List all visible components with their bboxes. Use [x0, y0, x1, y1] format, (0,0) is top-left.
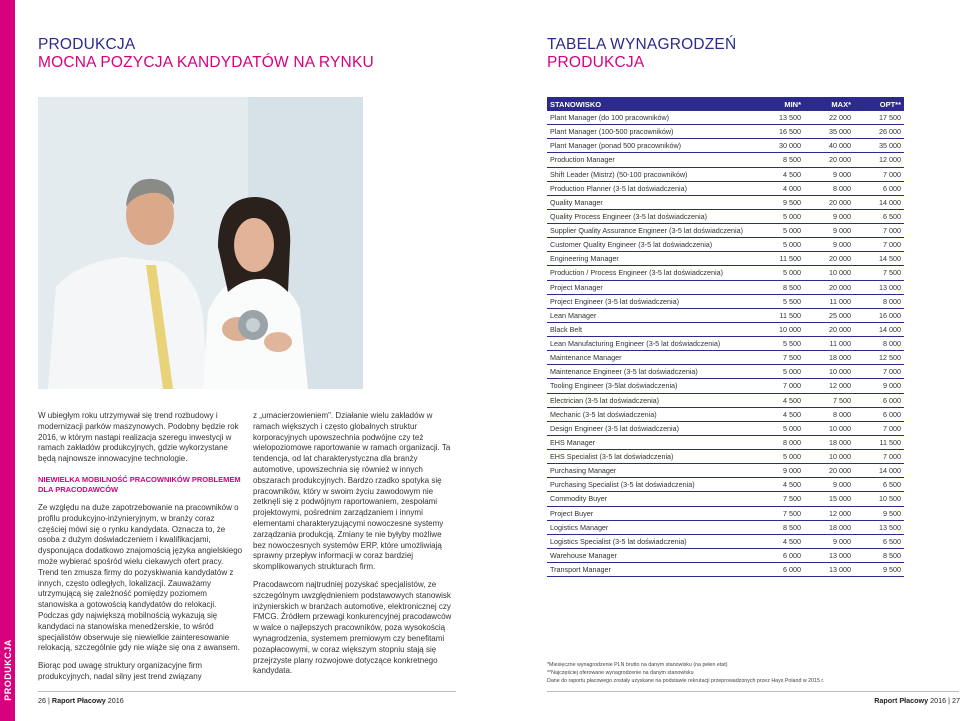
left-page-title: PRODUKCJA MOCNA POZYCJA KANDYDATÓW NA RYNKU: [38, 36, 374, 71]
max-cell: 20 000: [829, 324, 851, 334]
max-cell: 9 000: [833, 240, 851, 250]
opt-cell: 10 500: [879, 494, 901, 504]
right-page-title: TABELA WYNAGRODZEŃ PRODUKCJA: [547, 36, 737, 71]
opt-cell: 8 000: [883, 296, 901, 306]
table-row: [547, 125, 904, 139]
min-cell: 9 500: [783, 197, 801, 207]
table-row: [547, 153, 904, 167]
max-cell: 20 000: [829, 254, 851, 264]
opt-cell: 14 000: [879, 466, 901, 476]
position-cell: Design Engineer (3-5 lat doświadczenia): [550, 423, 680, 433]
position-cell: Commodity Buyer: [550, 494, 608, 504]
min-cell: 4 500: [783, 395, 801, 405]
position-cell: Customer Quality Engineer (3-5 lat doświadczenia): [550, 240, 713, 250]
opt-cell: 6 000: [883, 183, 901, 193]
max-cell: 22 000: [829, 113, 851, 123]
table-row: [547, 182, 904, 196]
opt-cell: 7 000: [883, 169, 901, 179]
max-cell: 10 000: [829, 423, 851, 433]
max-cell: 40 000: [829, 141, 851, 151]
table-row: [547, 196, 904, 210]
max-cell: 18 000: [829, 353, 851, 363]
max-cell: 25 000: [829, 310, 851, 320]
position-cell: Purchasing Specialist (3-5 lat doświadczenia): [550, 480, 695, 490]
position-cell: Maintenance Manager: [550, 353, 622, 363]
min-cell: 4 500: [783, 536, 801, 546]
opt-cell: 7 000: [883, 367, 901, 377]
table-row: [547, 139, 904, 153]
table-row: [547, 450, 904, 464]
min-cell: 4 500: [783, 480, 801, 490]
opt-cell: 11 500: [879, 437, 901, 447]
position-cell: Quality Manager: [550, 197, 603, 207]
min-cell: 4 000: [783, 183, 801, 193]
opt-cell: 7 000: [883, 240, 901, 250]
opt-cell: 14 000: [879, 324, 901, 334]
opt-cell: 12 000: [879, 155, 901, 165]
position-cell: Mechanic (3-5 lat doświadczenia): [550, 409, 657, 419]
max-cell: 10 000: [829, 452, 851, 462]
position-cell: Warehouse Manager: [550, 550, 617, 560]
table-row: [547, 281, 904, 295]
max-cell: 18 000: [829, 522, 851, 532]
table-row: [547, 535, 904, 549]
position-cell: Black Belt: [550, 324, 582, 334]
table-row: [547, 323, 904, 337]
min-cell: 11 500: [779, 254, 801, 264]
opt-cell: 26 000: [879, 127, 901, 137]
position-cell: Maintenance Engineer (3-5 lat doświadczenia): [550, 367, 698, 377]
footer-rule-left: [38, 691, 456, 692]
min-cell: 11 500: [779, 310, 801, 320]
table-row: [547, 238, 904, 252]
max-cell: 13 000: [829, 550, 851, 560]
min-cell: 5 000: [783, 423, 801, 433]
position-cell: Electrician (3-5 lat doświadczenia): [550, 395, 660, 405]
position-cell: Tooling Engineer (3-5lat doświadczenia): [550, 381, 678, 391]
article-paragraph: Ze względu na duże zapotrzebowanie na pracowników o profilu produkcyjno-inżynieryjnym, w branży coraz częściej mówi się o rynku kandydata. Oznacza to, że osoba z dużym doświadczeniem i kwalifikacjami, dysponująca dodatkowo znajomością języka angielskiego może wybierać spośród wielu ciekawych ofert pracy. Trend ten zmusza firmy do pozyskiwania kandydatów z innych, często odległych, lokalizacji. Zauważamy utrzymującą się zależność pomiędzy poziomem stanowiska a gotowością kandydatów do relokacji. Podczas gdy największą mobilnością wykazują się kandydaci na stanowiska menedżerskie, to wśród specjalistów obserwuje się niewielkie zainteresowanie relokacją, szczególnie gdy nie wiąże się ona z awansem.: [38, 502, 243, 653]
table-body: [547, 111, 904, 577]
table-row: [547, 464, 904, 478]
opt-cell: 12 500: [879, 353, 901, 363]
table-row: [547, 252, 904, 266]
max-cell: 9 000: [833, 226, 851, 236]
max-cell: 8 000: [833, 183, 851, 193]
max-cell: 13 000: [829, 565, 851, 575]
opt-cell: 6 000: [883, 395, 901, 405]
max-cell: 20 000: [829, 197, 851, 207]
table-row: [547, 309, 904, 323]
max-cell: 20 000: [829, 282, 851, 292]
table-row: [547, 549, 904, 563]
table-row: [547, 521, 904, 535]
opt-cell: 14 500: [879, 254, 901, 264]
table-row: [547, 563, 904, 577]
footer-rule-right: [547, 691, 959, 692]
position-cell: Shift Leader (Mistrz) (50-100 pracowników): [550, 169, 688, 179]
min-cell: 13 500: [779, 113, 801, 123]
position-cell: Production / Process Engineer (3-5 lat doświadczenia): [550, 268, 723, 278]
article-column-2: [253, 411, 453, 684]
opt-cell: 6 500: [883, 480, 901, 490]
position-cell: Lean Manufacturing Engineer (3-5 lat doświadczenia): [550, 339, 721, 349]
position-cell: EHS Specialist (3-5 lat doświadczenia): [550, 452, 674, 462]
opt-cell: 6 000: [883, 409, 901, 419]
table-row: [547, 365, 904, 379]
min-cell: 30 000: [779, 141, 801, 151]
table-row: [547, 337, 904, 351]
max-cell: 9 000: [833, 169, 851, 179]
max-cell: 10 000: [829, 367, 851, 377]
position-cell: Supplier Quality Assurance Engineer (3-5 lat doświadczenia): [550, 226, 743, 236]
article-column-1: [38, 411, 243, 690]
salary-table: [547, 97, 904, 577]
max-cell: 9 000: [833, 211, 851, 221]
opt-cell: 7 000: [883, 226, 901, 236]
min-cell: 8 500: [783, 155, 801, 165]
table-row: [547, 168, 904, 182]
table-header: STANOWISKO MIN* MAX* OPT**: [547, 97, 904, 111]
min-cell: 5 000: [783, 367, 801, 377]
table-row: [547, 436, 904, 450]
position-cell: EHS Manager: [550, 437, 596, 447]
min-cell: 9 000: [783, 466, 801, 476]
footer-left: 26 | Raport Płacowy 2016: [38, 696, 124, 705]
opt-cell: 13 000: [879, 282, 901, 292]
opt-cell: 7 500: [883, 268, 901, 278]
min-cell: 7 000: [783, 381, 801, 391]
max-cell: 35 000: [829, 127, 851, 137]
scientists-photo: [38, 97, 363, 389]
position-cell: Purchasing Manager: [550, 466, 617, 476]
min-cell: 4 500: [783, 409, 801, 419]
max-cell: 8 000: [833, 409, 851, 419]
min-cell: 8 500: [783, 522, 801, 532]
position-cell: Project Engineer (3-5 lat doświadczenia): [550, 296, 680, 306]
table-row: [547, 492, 904, 506]
position-cell: Production Manager: [550, 155, 615, 165]
min-cell: 16 500: [779, 127, 801, 137]
opt-cell: 35 000: [879, 141, 901, 151]
opt-cell: 7 000: [883, 423, 901, 433]
opt-cell: 13 500: [879, 522, 901, 532]
min-cell: 5 500: [783, 339, 801, 349]
max-cell: 18 000: [829, 437, 851, 447]
min-cell: 6 000: [783, 565, 801, 575]
min-cell: 6 000: [783, 550, 801, 560]
min-cell: 8 500: [783, 282, 801, 292]
min-cell: 7 500: [783, 508, 801, 518]
min-cell: 4 500: [783, 169, 801, 179]
max-cell: 11 000: [829, 339, 851, 349]
position-cell: Plant Manager (ponad 500 pracowników): [550, 141, 682, 151]
opt-cell: 9 500: [883, 508, 901, 518]
table-footnotes: *Miesięczne wynagrodzenie PLN brutto na danym stanowisku (na pełen etat) **Najczęściej oferowane wynagrodzenie na danym stanowisku Dane do raportu płacowego zostały uzyskane na podstawie rekrutacji przeprowadzonych przez Hays Poland w 2015 r.: [547, 662, 825, 684]
table-row: [547, 295, 904, 309]
opt-cell: 9 000: [883, 381, 901, 391]
position-cell: Logistics Specialist (3-5 lat doświadczenia): [550, 536, 687, 546]
table-row: [547, 266, 904, 280]
table-row: [547, 408, 904, 422]
table-row: [547, 351, 904, 365]
position-cell: Lean Manager: [550, 310, 597, 320]
article-paragraph: Biorąc pod uwagę struktury organizacyjne firm produkcyjnych, nadal silny jest trend związany: [38, 661, 203, 681]
table-row: [547, 422, 904, 436]
min-cell: 7 500: [783, 353, 801, 363]
opt-cell: 14 000: [879, 197, 901, 207]
article-intro: W ubiegłym roku utrzymywał się trend rozbudowy i modernizacji parków maszynowych. Podobny będzie rok 2016, w którym nastąpi realizacja szeregu inwestycji w ramach zakładów produkcyjnych, gdzie wykorzystane będą najnowsze innowacyjne technologie.: [38, 411, 239, 464]
table-row: [547, 507, 904, 521]
opt-cell: 9 500: [883, 565, 901, 575]
min-cell: 5 000: [783, 452, 801, 462]
table-row: [547, 224, 904, 238]
opt-cell: 17 500: [879, 113, 901, 123]
opt-cell: 8 500: [883, 550, 901, 560]
max-cell: 20 000: [829, 466, 851, 476]
position-cell: Project Buyer: [550, 508, 594, 518]
min-cell: 5 000: [783, 211, 801, 221]
position-cell: Quality Process Engineer (3-5 lat doświadczenia): [550, 211, 708, 221]
min-cell: 5 500: [783, 296, 801, 306]
position-cell: Logistics Manager: [550, 522, 609, 532]
max-cell: 12 000: [829, 381, 851, 391]
table-row: [547, 379, 904, 393]
max-cell: 20 000: [829, 155, 851, 165]
table-row: [547, 394, 904, 408]
max-cell: 9 000: [833, 480, 851, 490]
max-cell: 12 000: [829, 508, 851, 518]
min-cell: 5 000: [783, 226, 801, 236]
position-cell: Project Manager: [550, 282, 603, 292]
footer-right: Raport Płacowy 2016 | 27: [874, 696, 960, 705]
position-cell: Plant Manager (100-500 pracowników): [550, 127, 674, 137]
opt-cell: 16 000: [879, 310, 901, 320]
opt-cell: 7 000: [883, 452, 901, 462]
side-stripe-label: PRODUKCJA: [2, 639, 13, 701]
min-cell: 10 000: [779, 324, 801, 334]
min-cell: 5 000: [783, 268, 801, 278]
opt-cell: 6 500: [883, 211, 901, 221]
max-cell: 11 000: [829, 296, 851, 306]
article-paragraph: z „umacierzowieniem". Działanie wielu zakładów w ramach większych i często globalnych struktur korporacyjnych upowszechnia podwójne czy też wielopoziomowe raportowanie w ramach organizacji. Ta tendencja, od lat charakterystyczna dla branży automotive, upowszechnia się również w innych obszarach produkcyjnych. Bardzo rzadko spotyka się pracowników, który w swoim życiu zawodowym nie zetknęli się z podwójnym raportowaniem, zespołami projektowymi, pośrednim zarządzaniem i innymi elementami charakteryzującymi nowoczesne systemy zarządzania produkcją. Zmiany te nie byłyby możliwe bez nowoczesnych systemów ERP, które umożliwiają sprawny przepływ informacji w coraz bardziej skomplikowanych strukturach firm.: [253, 411, 451, 572]
min-cell: 8 000: [783, 437, 801, 447]
side-stripe: [0, 0, 15, 721]
article-paragraph: Pracodawcom najtrudniej pozyskać specjalistów, ze szczególnym uwzględnieniem podstawowych stanowisk inżynierskich w branżach automotive, elektronicznej czy FMCG. Źródłem przewagi konkurencyjnej pracodawców w walce o najlepszych pracowników, poza wysokością wynagrodzenia, systemem premiowym czy benefitami pozapłacowymi, w coraz większym stopniu stają się przejrzyste plany rozwojowe dotyczące konkretnego kandydata.: [253, 579, 452, 676]
min-cell: 7 500: [783, 494, 801, 504]
position-cell: Engineering Manager: [550, 254, 619, 264]
max-cell: 15 000: [829, 494, 851, 504]
max-cell: 9 000: [833, 536, 851, 546]
table-row: [547, 210, 904, 224]
opt-cell: 6 500: [883, 536, 901, 546]
max-cell: 10 000: [829, 268, 851, 278]
min-cell: 5 000: [783, 240, 801, 250]
opt-cell: 8 000: [883, 339, 901, 349]
table-row: [547, 478, 904, 492]
table-row: [547, 111, 904, 125]
max-cell: 7 500: [833, 395, 851, 405]
article-subheading: NIEWIELKA MOBILNOŚĆ PRACOWNIKÓW PROBLEMEM DLA PRACODAWCÓW: [38, 474, 241, 494]
position-cell: Plant Manager (do 100 pracowników): [550, 113, 670, 123]
position-cell: Production Planner (3-5 lat doświadczenia): [550, 183, 688, 193]
position-cell: Transport Manager: [550, 565, 611, 575]
